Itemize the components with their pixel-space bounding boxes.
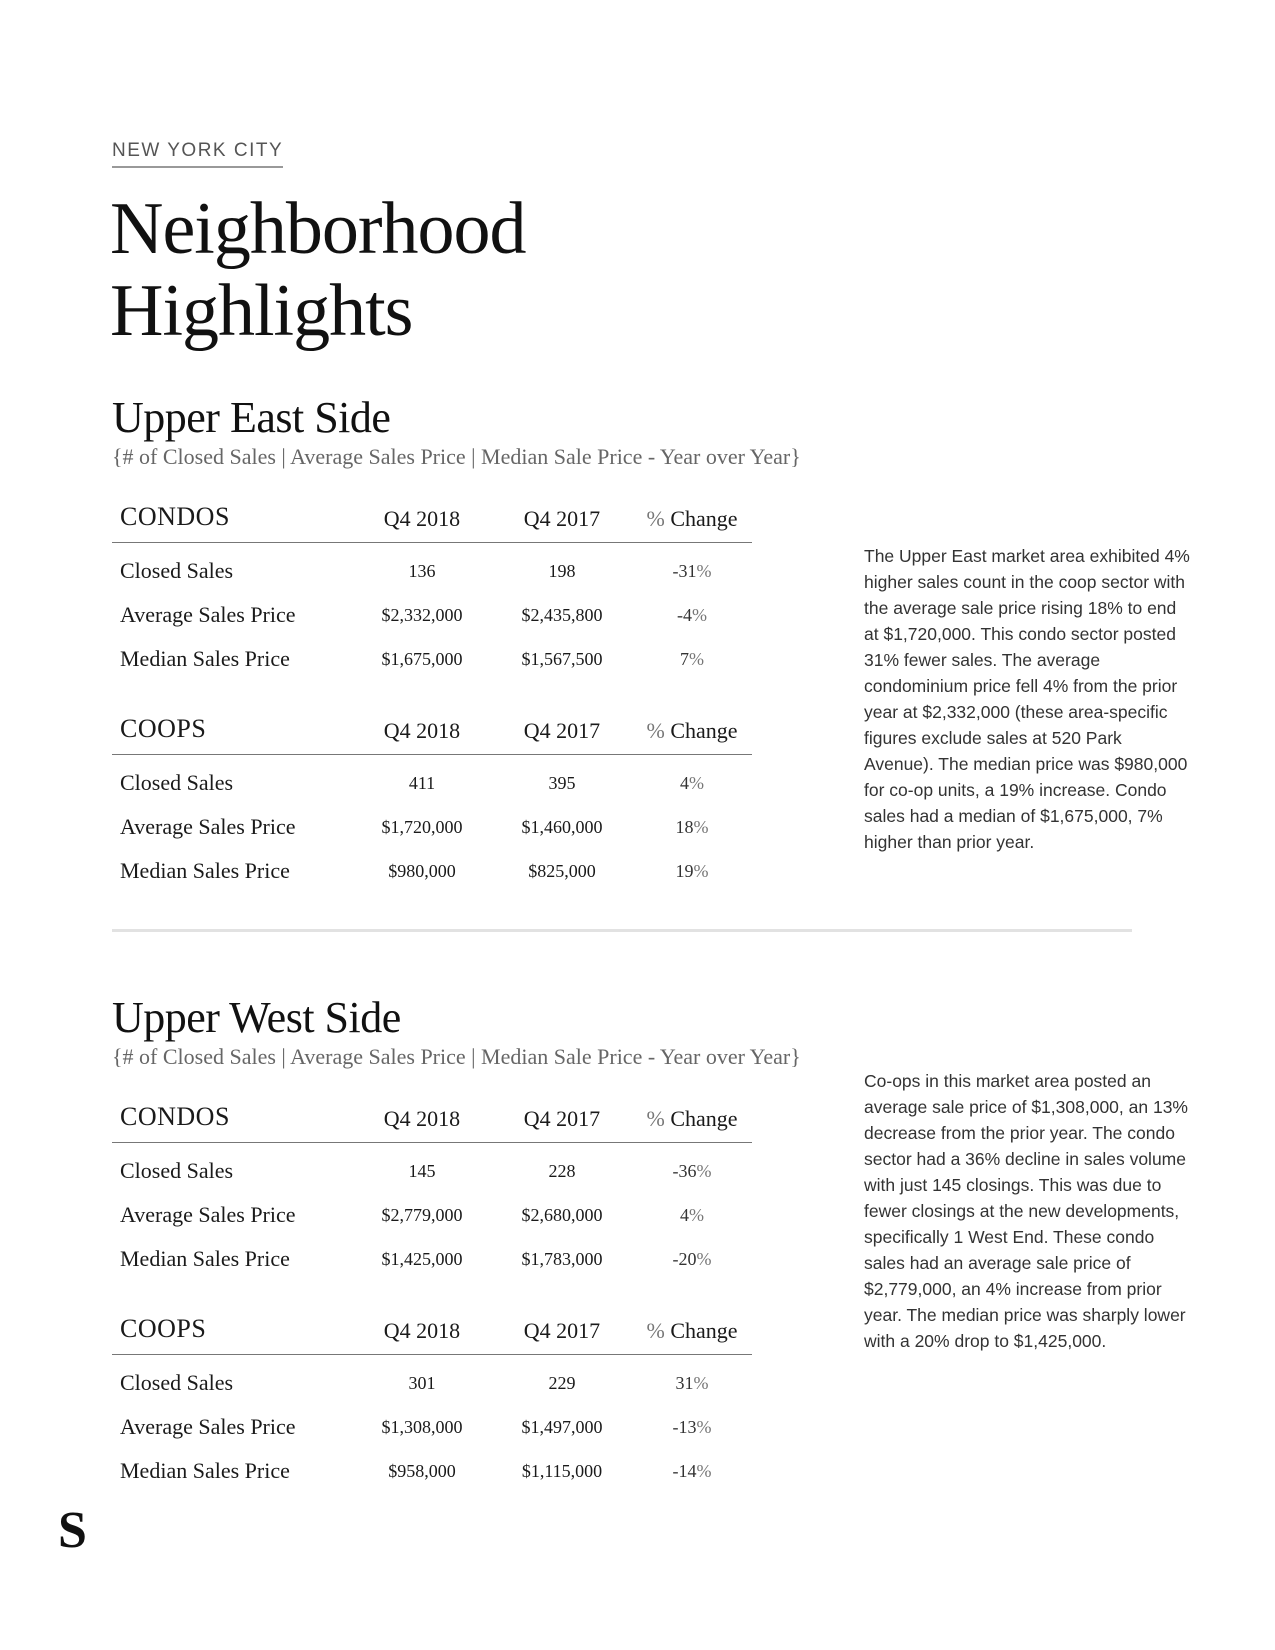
value-2017: $2,435,800 (521, 604, 603, 625)
value-change: -14% (672, 1460, 712, 1481)
value-change: 4% (680, 772, 704, 793)
metric-label: Median Sales Price (120, 646, 290, 671)
value-change: 4% (680, 1204, 704, 1225)
value-2017: $1,460,000 (521, 816, 603, 837)
tables-group (112, 503, 752, 893)
table-header (112, 1103, 752, 1143)
value-2017: $2,680,000 (521, 1204, 603, 1225)
value-change: 18% (675, 816, 709, 837)
metric-label: Average Sales Price (120, 814, 296, 839)
condos-table (112, 1103, 752, 1281)
value-2018: $1,425,000 (381, 1248, 463, 1269)
table-row (112, 805, 752, 849)
metric-label: Closed Sales (120, 558, 234, 583)
value-2017: 198 (548, 560, 576, 581)
col-q4-2018: Q4 2018 (383, 1318, 461, 1343)
market-commentary: Co-ops in this market area posted an average sale price of $1,308,000, an 13% decrease from the prior year. The condo sector had a 36% decline in sales volume with just 145 closings. This was due to fewer closings at the new developments, specifically 1 West End. These condo sales had an average sale price of $2,779,000, an 4% increase from prior year. The median price was sharply lower with a 20% drop to $1,425,000. (864, 1071, 1188, 1351)
col-q4-2017: Q4 2017 (523, 718, 601, 743)
condos-table (112, 503, 752, 681)
value-2018: $2,779,000 (381, 1204, 463, 1225)
percent-symbol: % (646, 718, 665, 743)
value-2017: $1,567,500 (521, 648, 603, 669)
kicker-label: NEW YORK CITY (112, 140, 283, 168)
col-q4-2017: Q4 2017 (523, 1318, 601, 1343)
section-subtitle: {# of Closed Sales | Average Sales Price | Median Sale Price - Year over Year} (112, 444, 801, 469)
table-header (112, 503, 752, 543)
value-2018: $1,308,000 (381, 1416, 463, 1437)
col-q4-2017: Q4 2017 (523, 1106, 601, 1131)
metric-label: Average Sales Price (120, 602, 296, 627)
table-row (112, 549, 752, 593)
table-row (112, 1149, 752, 1193)
value-2017: $1,783,000 (521, 1248, 603, 1269)
value-2018: $980,000 (388, 860, 456, 881)
table-row (112, 849, 752, 893)
col-change (632, 1106, 752, 1132)
coops-table (112, 1315, 752, 1493)
metric-label: Closed Sales (120, 770, 234, 795)
value-2018: 411 (408, 772, 436, 793)
col-change-label: Change (670, 1106, 738, 1131)
brand-logo: S (58, 1502, 87, 1559)
section-title: Upper West Side (112, 993, 401, 1042)
col-change-label: Change (670, 506, 738, 531)
col-change (632, 1318, 752, 1344)
table-row (112, 593, 752, 637)
value-change: -4% (677, 604, 707, 625)
value-change: -36% (672, 1160, 712, 1181)
metric-label: Median Sales Price (120, 858, 290, 883)
value-change: 7% (680, 648, 704, 669)
value-2018: $2,332,000 (381, 604, 463, 625)
table-label: CONDOS (120, 502, 230, 531)
table-row (112, 1405, 752, 1449)
page-title-line2: Highlights (110, 270, 413, 352)
table-label: COOPS (120, 714, 207, 743)
table-row (112, 761, 752, 805)
value-2018: $1,675,000 (381, 648, 463, 669)
metric-label: Closed Sales (120, 1158, 234, 1183)
value-2017: 395 (548, 772, 576, 793)
value-2018: 301 (408, 1372, 436, 1393)
table-header (112, 1315, 752, 1355)
value-2017: 228 (548, 1160, 576, 1181)
metric-label: Average Sales Price (120, 1414, 296, 1439)
value-change: -13% (672, 1416, 712, 1437)
table-row (112, 1237, 752, 1281)
value-2017: $1,497,000 (521, 1416, 603, 1437)
metric-label: Closed Sales (120, 1370, 234, 1395)
value-2017: $1,115,000 (521, 1460, 603, 1481)
table-label: COOPS (120, 1314, 207, 1343)
metric-label: Median Sales Price (120, 1458, 290, 1483)
table-label: CONDOS (120, 1102, 230, 1131)
table-row (112, 1193, 752, 1237)
table-row (112, 637, 752, 681)
page-title (110, 188, 526, 352)
page-title-line1: Neighborhood (110, 188, 526, 270)
col-change-label: Change (670, 718, 738, 743)
market-commentary: The Upper East market area exhibited 4% higher sales count in the coop sector with the average sale price rising 18% to end at $1,720,000. This condo sector posted 31% fewer sales. The average condominium price fell 4% from the prior year at $2,332,000 (these area-specific figures exclude sales at 520 Park Avenue). The median price was $980,000 for co-op units, a 19% increase. Condo sales had a median of $1,675,000, 7% higher than prior year. (864, 546, 1190, 852)
metric-label: Average Sales Price (120, 1202, 296, 1227)
table-row (112, 1361, 752, 1405)
value-2018: 145 (408, 1160, 436, 1181)
col-change-label: Change (670, 1318, 738, 1343)
value-change: 19% (675, 860, 709, 881)
col-q4-2018: Q4 2018 (383, 718, 461, 743)
table-header (112, 715, 752, 755)
col-q4-2017: Q4 2017 (523, 506, 601, 531)
percent-symbol: % (646, 1106, 665, 1131)
table-row (112, 1449, 752, 1493)
tables-group (112, 1103, 752, 1493)
value-2017: 229 (548, 1372, 576, 1393)
coops-table (112, 715, 752, 893)
section-subtitle: {# of Closed Sales | Average Sales Price | Median Sale Price - Year over Year} (112, 1044, 801, 1069)
section-divider (112, 929, 1132, 932)
metric-label: Median Sales Price (120, 1246, 290, 1271)
col-q4-2018: Q4 2018 (383, 1106, 461, 1131)
value-2017: $825,000 (528, 860, 596, 881)
percent-symbol: % (646, 1318, 665, 1343)
section-title: Upper East Side (112, 393, 391, 442)
value-change: -31% (672, 560, 712, 581)
section-upper-east-side (112, 393, 1192, 883)
value-change: 31% (675, 1372, 709, 1393)
value-2018: 136 (408, 560, 436, 581)
value-change: -20% (672, 1248, 712, 1269)
value-2018: $1,720,000 (381, 816, 463, 837)
col-change (632, 718, 752, 744)
value-2018: $958,000 (388, 1460, 456, 1481)
col-change (632, 506, 752, 532)
col-q4-2018: Q4 2018 (383, 506, 461, 531)
percent-symbol: % (646, 506, 665, 531)
section-upper-west-side (112, 993, 1192, 1483)
